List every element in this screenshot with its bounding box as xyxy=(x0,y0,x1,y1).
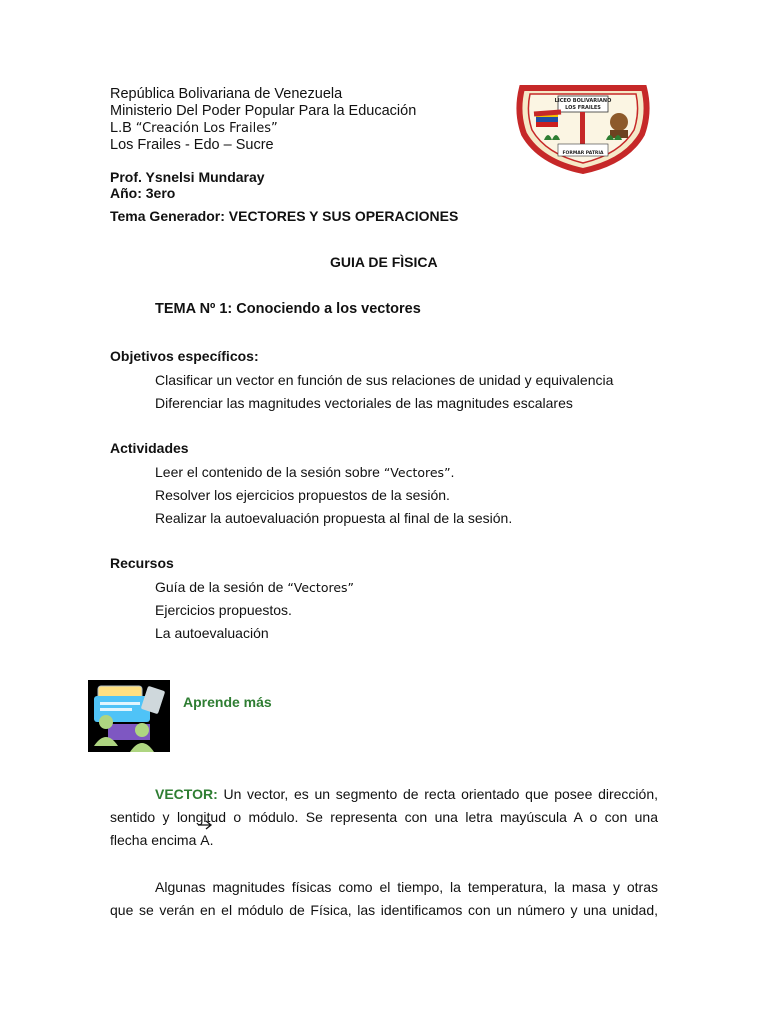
svg-text:LICEO BOLIVARIANO: LICEO BOLIVARIANO xyxy=(554,98,612,104)
actividad-item xyxy=(155,464,455,480)
recurso-item: La autoevaluación xyxy=(155,625,269,641)
vector-definition-text: Un vector, es un segmento de recta orientado que posee dirección, xyxy=(217,786,658,802)
school-logo xyxy=(514,82,652,174)
svg-text:LOS FRAILES: LOS FRAILES xyxy=(565,105,601,111)
vector-letter: A xyxy=(200,832,210,848)
header-school xyxy=(110,120,278,137)
header-ministerio: Ministerio Del Poder Popular Para la Educación xyxy=(110,103,417,119)
learning-icon xyxy=(88,680,170,752)
actividades-heading: Actividades xyxy=(110,440,189,456)
header-school-name: “Creación Los Frailes” xyxy=(135,121,278,136)
vector-definition-line xyxy=(110,829,658,852)
arrow-right-icon xyxy=(197,820,213,830)
recurso-item: Ejercicios propuestos. xyxy=(155,602,292,618)
recurso-item-quote: “Vectores” xyxy=(287,580,355,595)
vector-definition-text: flecha encima xyxy=(110,832,201,848)
actividad-item: Resolver los ejercicios propuestos de la sesión. xyxy=(155,487,450,503)
actividad-item: Realizar la autoevaluación propuesta al final de la sesión. xyxy=(155,510,513,526)
aprende-mas-label: Aprende más xyxy=(183,694,272,710)
header-republica: República Bolivariana de Venezuela xyxy=(110,86,343,102)
vector-term: VECTOR: xyxy=(155,786,218,802)
tema-1-title: TEMA Nº 1: Conociendo a los vectores xyxy=(155,301,421,317)
recurso-item xyxy=(155,579,354,595)
magnitudes-line: que se verán en el módulo de Física, las identificamos con un número y una unidad, xyxy=(110,902,658,918)
header-location: Los Frailes - Edo – Sucre xyxy=(110,137,274,153)
vector-definition-line xyxy=(110,783,658,806)
actividad-item-text: Leer el contenido de la sesión sobre xyxy=(155,464,384,480)
vector-definition-text: . xyxy=(209,832,214,848)
vector-arrow-letter xyxy=(200,829,209,852)
tema-generador: Tema Generador: VECTORES Y SUS OPERACIONES xyxy=(110,208,459,224)
objetivos-heading: Objetivos específicos: xyxy=(110,348,259,364)
magnitudes-paragraph xyxy=(110,876,658,922)
svg-text:FORMAR PATRIA: FORMAR PATRIA xyxy=(562,151,604,156)
teacher-name: Prof. Ysnelsi Mundaray xyxy=(110,169,265,185)
vector-definition xyxy=(110,783,658,852)
school-year: Año: 3ero xyxy=(110,185,176,201)
guide-title: GUIA DE FÌSICA xyxy=(330,254,438,270)
recurso-item-text: Guía de la sesión de xyxy=(155,579,288,595)
objetivo-item: Diferenciar las magnitudes vectoriales de las magnitudes escalares xyxy=(155,395,573,411)
objetivo-item: Clasificar un vector en función de sus relaciones de unidad y equivalencia xyxy=(155,372,614,388)
recursos-heading: Recursos xyxy=(110,555,174,571)
vector-definition-line: sentido y longitud o módulo. Se representa con una letra mayúscula A o con una xyxy=(110,809,658,825)
magnitudes-line: Algunas magnitudes físicas como el tiempo, la temperatura, la masa y otras xyxy=(155,879,658,895)
actividad-item-quote: “Vectores”. xyxy=(383,465,455,480)
header-school-prefix: L.B xyxy=(110,120,136,136)
